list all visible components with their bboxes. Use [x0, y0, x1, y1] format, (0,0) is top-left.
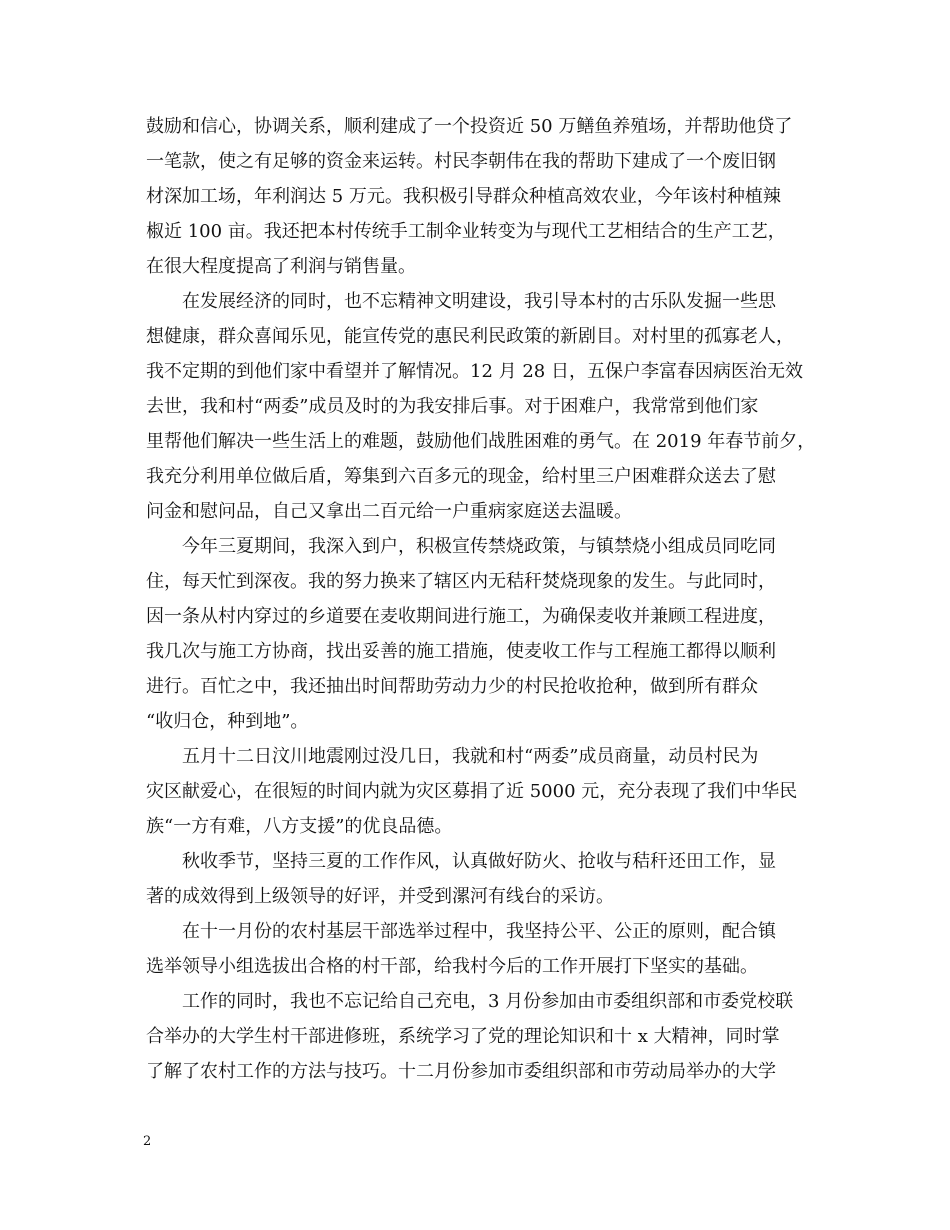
text-line: 想健康，群众喜闻乐见，能宣传党的惠民利民政策的新剧目。对村里的孤寡老人， [146, 326, 794, 347]
paragraph-first-line: 五月十二日汶川地震刚过没几日，我就和村“两委”成员商量，动员村民为 [182, 746, 759, 767]
paragraph-first-line: 工作的同时，我也不忘记给自己充电，3 月份参加由市委组织部和市委党校联 [182, 991, 794, 1012]
text-line: 因一条从村内穿过的乡道要在麦收期间进行施工，为确保麦收并兼顾工程进度， [146, 606, 776, 627]
text-line: 选举领导小组选拔出合格的村干部，给我村今后的工作开展打下坚实的基础。 [146, 956, 758, 977]
text-line: 椒近 100 亩。我还把本村传统手工制伞业转变为与现代工艺相结合的生产工艺， [146, 221, 786, 242]
text-line: 住，每天忙到深夜。我的努力换来了辖区内无秸秆焚烧现象的发生。与此同时， [146, 571, 776, 592]
text-line: 我不定期的到他们家中看望并了解情况。12 月 28 日，五保户李富春因病医治无效 [146, 361, 803, 382]
text-line: 鼓励和信心，协调关系，顺利建成了一个投资近 50 万鳝鱼养殖场，并帮助他贷了 [146, 116, 793, 137]
page-number: 2 [143, 1134, 152, 1149]
text-line: 了解了农村工作的方法与技巧。十二月份参加市委组织部和市劳动局举办的大学 [146, 1061, 776, 1082]
paragraph-first-line: 在发展经济的同时，也不忘精神文明建设，我引导本村的古乐队发掘一些思 [182, 291, 776, 312]
text-line: 我充分利用单位做后盾，筹集到六百多元的现金，给村里三户困难群众送去了慰 [146, 466, 776, 487]
text-line: 在很大程度提高了利润与销售量。 [146, 256, 416, 277]
paragraph-first-line: 今年三夏期间，我深入到户，积极宣传禁烧政策，与镇禁烧小组成员同吃同 [182, 536, 776, 557]
text-line: 著的成效得到上级领导的好评，并受到漯河有线台的采访。 [146, 886, 614, 907]
text-line: 一笔款，使之有足够的资金来运转。村民李朝伟在我的帮助下建成了一个废旧钢 [146, 151, 776, 172]
text-line: 合举办的大学生村干部进修班，系统学习了党的理论知识和十 x 大精神，同时掌 [146, 1026, 780, 1047]
text-line: 灾区献爱心，在很短的时间内就为灾区募捐了近 5000 元，充分表现了我们中华民 [146, 781, 798, 802]
text-line: 材深加工场，年利润达 5 万元。我积极引导群众种植高效农业，今年该村种植辣 [146, 186, 781, 207]
text-line: 族“一方有难，八方支援”的优良品德。 [146, 816, 453, 837]
paragraph-first-line: 秋收季节，坚持三夏的工作作风，认真做好防火、抢收与秸秆还田工作，显 [182, 851, 776, 872]
text-line: 进行。百忙之中，我还抽出时间帮助劳动力少的村民抢收抢种，做到所有群众 [146, 676, 758, 697]
paragraph-first-line: 在十一月份的农村基层干部选举过程中，我坚持公平、公正的原则，配合镇 [182, 921, 776, 942]
text-line: 去世，我和村“两委”成员及时的为我安排后事。对于困难户，我常常到他们家 [146, 396, 759, 417]
text-line: 里帮他们解决一些生活上的难题，鼓励他们战胜困难的勇气。在 2019 年春节前夕， [146, 431, 816, 452]
text-line: 我几次与施工方协商，找出妥善的施工措施，使麦收工作与工程施工都得以顺利 [146, 641, 776, 662]
text-line: 问金和慰问品，自己又拿出二百元给一户重病家庭送去温暖。 [146, 501, 632, 522]
text-line: “收归仓，种到地”。 [146, 711, 309, 732]
